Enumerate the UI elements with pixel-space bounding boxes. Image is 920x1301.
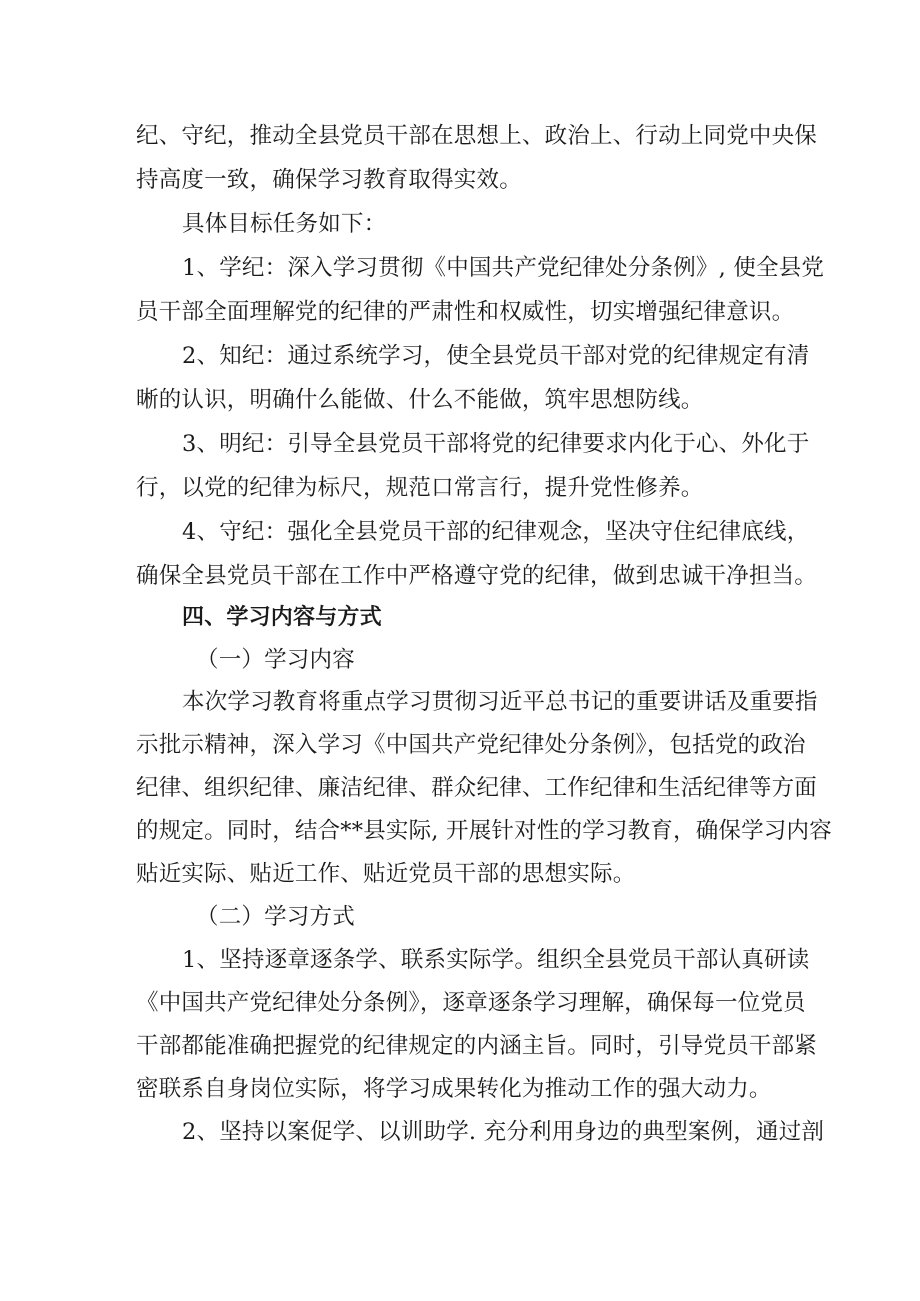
list-item: 4、守纪：强化全县党员干部的纪律观念，坚决守住纪律底线，	[182, 519, 810, 545]
section-heading: 四、学习内容与方式	[182, 605, 382, 630]
text-line: 贴近实际、贴近工作、贴近党员干部的思想实际。	[136, 861, 636, 887]
text-line: 干部都能准确把握党的纪律规定的内涵主旨。同时，引导党员干部紧	[136, 1033, 818, 1059]
text-line: 行，以党的纪律为标尺，规范口常言行，提升党性修养。	[136, 475, 704, 501]
list-item: 2、知纪：通过系统学习，使全县党员干部对党的纪律规定有清	[182, 343, 810, 369]
list-item: 1、学纪：深入学习贯彻《中国共产党纪律处分条例》, 使全县党	[182, 255, 825, 281]
list-item: 2、坚持以案促学、以训助学. 充分利用身边的典型案例，通过剖	[182, 1119, 825, 1145]
text-line: 确保全县党员干部在工作中严格遵守党的纪律，做到忠诚干净担当。	[136, 563, 818, 589]
text-line: 员干部全面理解党的纪律的严肃性和权威性，切实增强纪律意识。	[136, 299, 795, 325]
list-item: 1、坚持逐章逐条学、联系实际学。组织全县党员干部认真研读	[182, 947, 810, 973]
text-line: 示批示精神，深入学习《中国共产党纪律处分条例》，包括党的政治	[136, 732, 806, 758]
text-line: 晰的认识，明确什么能做、什么不能做，筑牢思想防线。	[136, 387, 704, 413]
text-line: 纪律、组织纪律、廉洁纪律、群众纪律、工作纪律和生活纪律等方面	[136, 775, 818, 801]
text-line: 本次学习教育将重点学习贯彻习近平总书记的重要讲话及重要指	[182, 689, 818, 715]
text-line: 纪、守纪，推动全县党员干部在思想上、政治上、行动上同党中央保	[136, 123, 818, 149]
text-line: 的规定。同时，结合**县实际, 开展针对性的学习教育，确保学习内容	[136, 818, 832, 844]
text-line: 《中国共产党纪律处分条例》，逐章逐条学习理解，确保每一位党员	[136, 990, 806, 1016]
text-line: 具体目标任务如下：	[182, 211, 387, 237]
list-item: 3、明纪：引导全县党员干部将党的纪律要求内化于心、外化于	[182, 431, 810, 457]
subsection-heading: （一）学习内容	[196, 647, 355, 673]
text-line: 持高度一致，确保学习教育取得实效。	[136, 167, 522, 193]
text-line: 密联系自身岗位实际，将学习成果转化为推动工作的强大动力。	[136, 1076, 772, 1102]
subsection-heading: （二）学习方式	[196, 904, 355, 930]
